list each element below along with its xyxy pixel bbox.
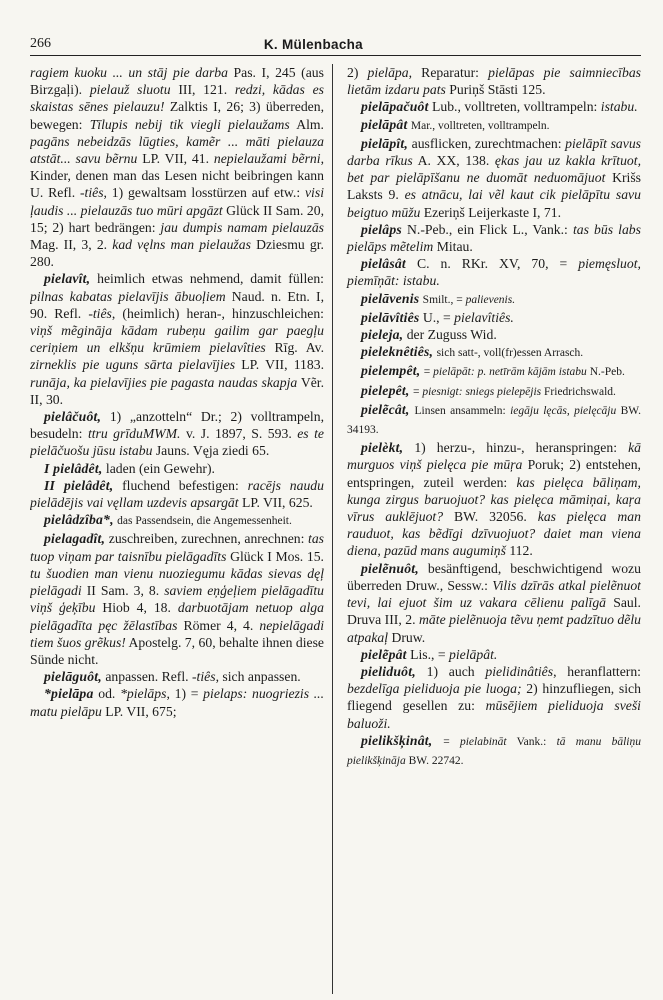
dictionary-entry: pielẽcât, Linsen ansammeln: iegāju lęcās, pielęcāju BW. 34193.: [346, 401, 641, 437]
dictionary-entry: pielẽpât Lis., = pielāpât.: [360, 646, 498, 662]
dictionary-entry: pielâdzîba*, das Passendsein, die Angemessenheit.: [44, 512, 292, 528]
dictionary-entry: 2) pielāpa, Reparatur: pielāpas pie saimniecības lietām izdaru pats Puriņš Stāsti 125.: [346, 65, 641, 98]
dictionary-entry: pielẽnuôt, besänftigend, beschwichtigend wozu überreden Druw., Sessw.: Vilis dzīrās atkal pielẽnuot tevi, lai ejuot šim uz vakara cēlienu palīgā Saul. Druva III, 2. māte pielẽnuoja tẽvu ņemt padzītuo dẽlu atpakaļ Druw.: [346, 560, 641, 645]
dictionary-entry: pielāpît, ausflicken, zurechtmachen: pielāpīt savus darba rīkus A. XX, 138. ękas jau uz kakla krītuot, bet par pielāpīšanu ne duomāt neduomājuot Krišs Laksts 9. es atnācu, lai vẽl kaut cik pielāpītu savu beigtuo mūžu Ezeriņš Leijerkaste I, 71.: [346, 135, 641, 220]
dictionary-entry: pielempêt, = pielāpāt: p. netīrām kājām istabu N.-Peb.: [360, 363, 625, 379]
dictionary-entry: pielâsât C. n. RKr. XV, 70, = piemęsluot, piemīņāt: istabu.: [346, 256, 641, 289]
page-header: [30, 30, 641, 52]
dictionary-entry: pieleknêtiês, sich satt-, voll(fr)essen Arrasch.: [360, 344, 584, 360]
left-column: [30, 64, 332, 994]
dictionary-entry: pielāguôt, anpassen. Refl. -tiês, sich anpassen.: [44, 669, 301, 685]
dictionary-entry: pielèkt, 1) herzu-, hinzu-, heranspringen: kā murguos viņš pielęca pie mūŗa Poruk; 2) entstehen, entspringen, zuteil werden: kas pielęca bāliņam, kunga zirgus baruojuot? kas pielęca māmiņai, kaŗa vīrus auklējuot? BW. 32056. kas pielęca man rauduot, kas bẽdīgi dzīvuojuot? daiet man viena diena, pazūd mans augumiņš 112.: [346, 440, 641, 559]
dictionary-entry: pieliduôt, 1) auch pielidinâtiês, heranflattern: bezdelīga pieliduoja pie luoga; 2) hinzufliegen, sich fliegend gesellen zu: mūsējiem pieliduoja sveši baluoži.: [346, 663, 641, 731]
dictionary-entry: pieleja, der Zuguss Wid.: [360, 327, 497, 343]
dictionary-entry: pielavît, heimlich etwas nehmend, damit füllen: pilnas kabatas pielavījis ābuoļiem Naud. n. Etn. I, 90. Refl. -tiês, (heimlich) heran-, hinzuschleichen: viņš mẽgināja kādam rubeņu gailim gar paegļu ceriņiem un elkšņu krūmiem pielavîties Rīg. Av. zirneklis pie uguns sārta pielavījies LP. VII, 1183. runāja, ka pielavījies pie pagasta naudas skapja Vẽr. II, 30.: [30, 271, 325, 407]
page-number: 266: [30, 36, 51, 51]
header-rule: [30, 55, 641, 56]
dictionary-entry: pielāvîtiês U., = pielavîtiês.: [360, 309, 514, 325]
dictionary-entry: pielikšķinât, = pielabināt Vank.: tā manu bāliņu pielikšķināja BW. 22742.: [346, 732, 641, 767]
dictionary-entry: pielagadît, zuschreiben, zurechnen, anrechnen: tas tuop viņam par taisnību pielāgadīts Glück I Mos. 15. tu šuodien man vienu nuoziegumu kādas sievas dęļ pielāgadi II Sam. 3, 8. saviem eņģeļiem pielāgadītu viņš ģeķību Hiob 4, 18. darbuotājam netuop alga pielāgadīta pęc žēlastības Römer 4, 4. nepielāgadi tiem šuos grẽkus! Apostelg. 7, 60, behalte ihnen diese Sünde nicht.: [30, 531, 324, 667]
running-title: K. Mülenbacha: [263, 37, 363, 52]
dictionary-entry: II pielâdêt, fluchend befestigen: racējs naudu pielādējis vai vęllam uzdevis apsargāt LP. VII, 625.: [30, 477, 324, 511]
dictionary-entry: ragiem kuoku ... un stāj pie darba Pas. I, 245 (aus Birzgaļi). pielauž sluotu III, 121. redzi, kādas es skaistas sēnes pielauzu! Zalktis I, 26; 3) überreden, bewegen: Tīlupis nebij tik viegli pielaužams Alm. pagāns nebeidzās lūgties, kamẽr ... māti pielauza atstāt... savu bẽrnu LP. VII, 41. nepielaužami bẽrni, Kinder, denen man das Lesen nicht beibringen kann U. Refl. -tiês, 1) gewaltsam losstürzen auf etw.: visi ļaudis ... pielauzās tuo mūri apgāzt Glück II Sam. 20, 15; 2) hart bedrängen: jau dumpis namam pielauzās Mag. II, 3, 2. kad vęlns man pielaužas Dziesmu gr. 280.: [30, 65, 325, 270]
dictionary-entry: *pielāpa od. *pielāps, 1) = pielaps: nuogriezis ... matu pielāpu LP. VII, 675;: [30, 686, 325, 719]
dictionary-entry: pielāpačuôt Lub., volltreten, volltrampeln: istabu.: [360, 99, 638, 115]
dictionary-entry: pielâps N.-Peb., ein Flick L., Vank.: tas būs labs pielāps mẽtelim Mitau.: [346, 221, 641, 255]
dictionary-entry: pielepêt, = piesnigt: sniegs pielepējis Friedrichswald.: [360, 382, 616, 398]
two-column-body: [30, 64, 641, 994]
dictionary-entry: pielāvenis Smilt., = palievenis.: [360, 290, 516, 306]
dictionary-entry: pielâčuôt, 1) „anzotteln“ Dr.; 2) volltrampeln, besudeln: ttru grīduMWM. v. J. 1897, S. 593. es te pielāčuošu jūsu istabu Jauns. Vęja ziedi 65.: [30, 409, 324, 459]
dictionary-entry: pielāpât Mar., volltreten, volltrampeln.: [360, 116, 550, 132]
right-column: [340, 64, 641, 994]
column-divider: [332, 64, 333, 994]
dictionary-entry: I pielâdêt, laden (ein Gewehr).: [44, 460, 215, 476]
